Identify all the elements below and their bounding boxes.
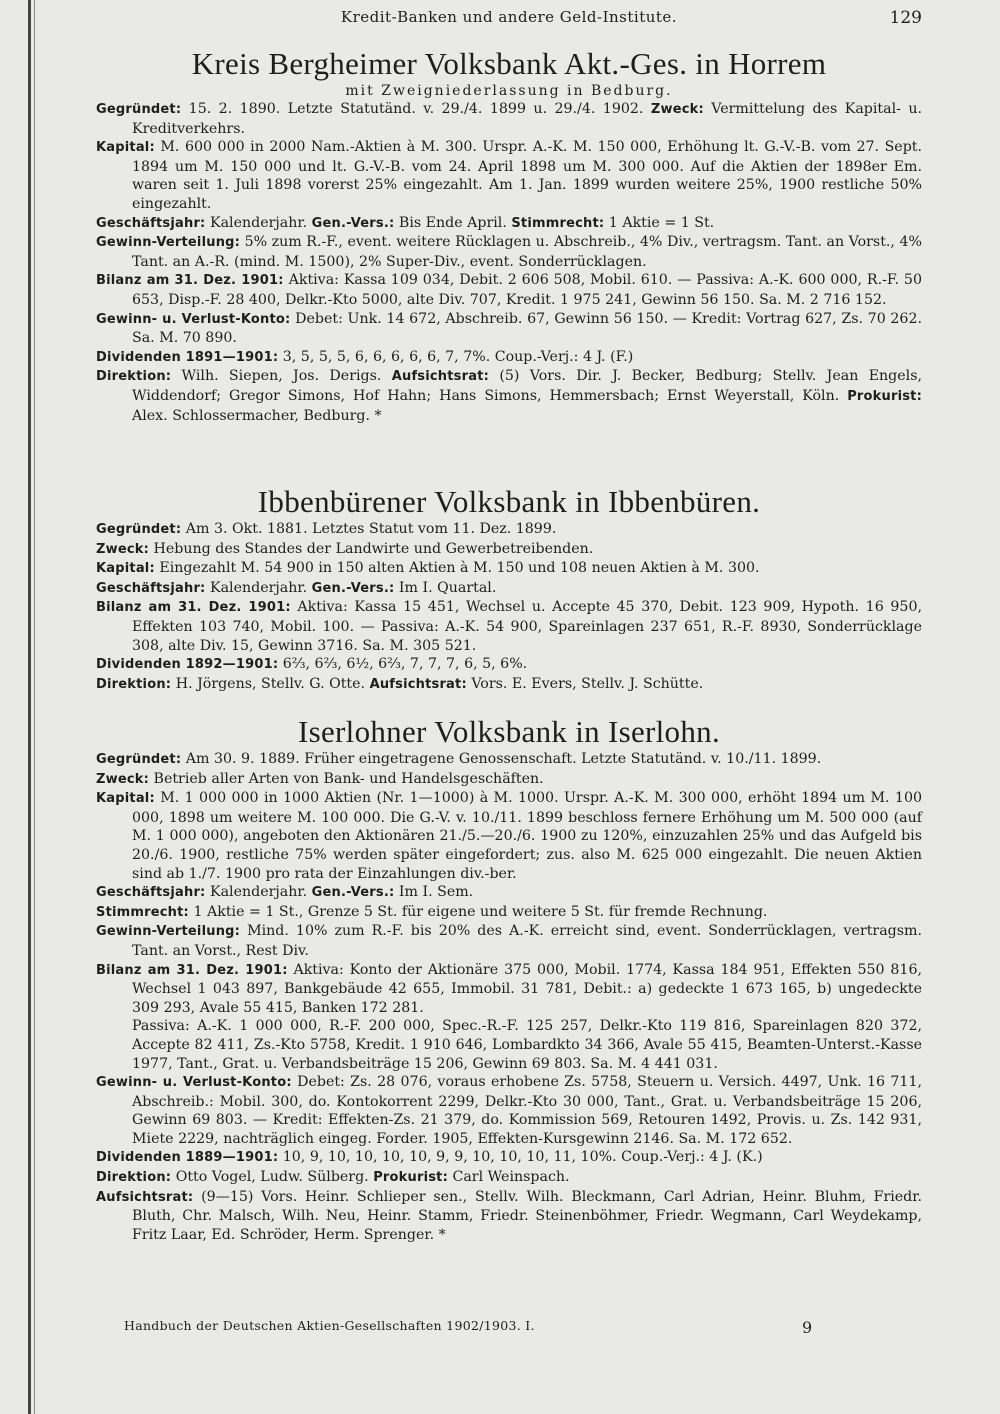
entry-label: Gewinn- u. Verlust-Konto: — [96, 1075, 292, 1091]
entry-text: Betrieb aller Arten von Bank- und Handelsgeschäften. — [149, 770, 544, 787]
binding-edge-line — [34, 0, 35, 1414]
entry-list — [96, 100, 922, 425]
entry-label: Bilanz am 31. Dez. 1901: — [96, 273, 284, 289]
entry-line — [96, 750, 922, 770]
entry-label: Prokurist: — [847, 388, 922, 404]
entry-label: Gegründet: — [96, 102, 182, 117]
entry-label: Gen.-Vers.: — [311, 215, 395, 231]
entry-label: Dividenden 1891—1901: — [96, 349, 279, 365]
entry-line — [96, 559, 922, 579]
entry-text: Aktiva: Konto der Aktionäre 375 000, Mobil. 1774, Kassa 184 951, Effekten 550 816, Wechsel 1 043 897, Bankgebäude 42 655, Immobil. 31 781, Debit.: a) gedeckte 1 673 165, b) ungedeckte 309 293, Avale 55 415, Banken 172 281. — [132, 961, 922, 1016]
entry-line — [96, 675, 922, 695]
entry-line — [96, 214, 922, 234]
entry-label: Bilanz am 31. Dez. 1901: — [96, 600, 291, 616]
entry-label: Geschäftsjahr: — [96, 885, 206, 901]
entry-line — [96, 883, 922, 903]
entry-text: M. 600 000 in 2000 Nam.-Aktien à M. 300. Urspr. A.-K. M. 150 000, Erhöhung lt. G.-V.-B. vom 27. Sept. 1894 um M. 150 000 und lt. G.-V.-B. vom 24. April 1898 um M. 300 000. Auf die Aktien der 1898er Em. waren seit 1. Juli 1898 vorerst 25% eingezahlt. Am 1. Jan. 1899 wurden weitere 25%, 1900 restliche 50% eingezahlt. — [132, 139, 922, 212]
entry-text: Aktiva: Kassa 15 451, Wechsel u. Accepte 45 370, Debit. 123 909, Hypoth. 16 950, Effekten 103 740, Mobil. 100. — Passiva: A.-K. 54 900, Spareinlagen 237 651, R.-F. 8930, Sonderrücklage 308, alte Div. 15, Gewinn 3716. Sa. M. 305 521. — [132, 599, 922, 654]
running-header — [96, 8, 922, 30]
entry-line — [96, 655, 922, 675]
entry-text: Vermittelung des Kapital- u. Kreditverkehrs. — [132, 101, 922, 137]
entry-label: Zweck: — [96, 541, 150, 557]
entry-text: H. Jörgens, Stellv. G. Otte. — [171, 675, 370, 692]
entry-text: Debet: Zs. 28 076, voraus erhobene Zs. 5758, Steuern u. Versich. 4497, Unk. 16 711, Abschreib.: Mobil. 300, do. Kontokorrent 2299, Delkr.-Kto 30 000, Tant., Grat. u. Verbandsbeiträge 15 206, Gewinn 69 803. — Kredit: Effekten-Zs. 21 379, do. Kommission 569, Retouren 1492, Provis. u. Zs. 142 931, Miete 2229, nachträglich eingeg. Forder. 1905, Effekten-Kursgewinn 2146. Sa. M. 172 652. — [132, 1074, 922, 1147]
entry-label: Gewinn- u. Verlust-Konto: — [96, 311, 291, 327]
entry-text: Wilh. Siepen, Jos. Derigs. — [171, 368, 392, 385]
entry-line — [96, 1168, 922, 1188]
entry-label: Kapital: — [96, 791, 155, 807]
entry-label: Kapital: — [96, 561, 155, 577]
page-number: 129 — [889, 8, 922, 28]
entry-text: 3, 5, 5, 5, 6, 6, 6, 6, 6, 7, 7%. Coup.-Verj.: 4 J. (F.) — [278, 348, 634, 365]
page-footer — [96, 1318, 922, 1340]
section-subtitle: mit Zweigniederlassung in Bedburg. — [345, 83, 673, 99]
section-title: Iserlohner Volksbank in Iserlohn. — [297, 714, 721, 749]
entry-text: Hebung des Standes der Landwirte und Gewerbetreibenden. — [149, 540, 594, 557]
entry-text: (9—15) Vors. Heinr. Schlieper sen., Stellv. Wilh. Bleckmann, Carl Adrian, Heinr. Bluhm, Friedr. Bluth, Chr. Malsch, Wilh. Neu, Heinr. Stamm, Friedr. Steinenböhmer, Friedr. Wegmann, Carl Weydekamp, Fritz Laar, Ed. Schröder, Herm. Sprenger. * — [132, 1188, 922, 1243]
entry-text: Passiva: A.-K. 1 000 000, R.-F. 200 000, Spec.-R.-F. 125 257, Delkr.-Kto 119 816, Spareinlagen 820 372, Accepte 82 411, Zs.-Kto 5758, Kredit. 1 910 646, Lombardkto 34 366, Avale 55 415, Beamten-Unterst.-Kasse 1977, Tant., Grat. u. Verbandsbeiträge 15 206, Gewinn 69 803. Sa. M. 4 441 031. — [132, 1018, 922, 1072]
entry-label: Direktion: — [96, 676, 172, 692]
entry-text: Kalenderjahr. — [205, 884, 312, 901]
section-iserlohner — [96, 714, 922, 1244]
entry-text: 15. 2. 1890. Letzte Statutänd. v. 29./4. 1899 u. 29./4. 1902. — [181, 101, 651, 117]
entry-label: Gewinn-Verteilung: — [96, 924, 241, 940]
section-kreis-bergheimer — [96, 46, 922, 425]
entry-text: Am 3. Okt. 1881. Letztes Statut vom 11. Dez. 1899. — [181, 521, 557, 537]
entry-text: Alex. Schlossermacher, Bedburg. * — [132, 407, 382, 424]
entry-text: Carl Weinspach. — [447, 1169, 570, 1186]
entry-line — [96, 271, 922, 309]
section-title: Ibbenbürener Volksbank in Ibbenbüren. — [257, 484, 761, 519]
entry-label: Gen.-Vers.: — [311, 885, 395, 901]
section-title: Kreis Bergheimer Volksbank Akt.-Ges. in Horrem — [191, 46, 827, 81]
entry-label: Direktion: — [96, 1170, 172, 1186]
entry-text: Aktiva: Kassa 109 034, Debit. 2 606 508, Mobil. 610. — Passiva: A.-K. 600 000, R.-F. 50 653, Disp.-F. 28 400, Delkr.-Kto 5000, alte Div. 707, Kredit. 1 975 241, Gewinn 56 150. Sa. M. 2 716 152. — [132, 272, 922, 308]
entry-text: Vors. E. Evers, Stellv. J. Schütte. — [466, 675, 704, 692]
entry-line — [96, 520, 922, 540]
entry-label: Zweck: — [96, 771, 150, 787]
entry-label: Aufsichtsrat: — [96, 1189, 194, 1205]
entry-text: 5% zum R.-F., event. weitere Rücklagen u. Abschreib., 4% Div., vertragsm. Tant. an Vorst., 4% Tant. an A.-R. (mind. M. 1500), 2% Super-Div., event. Sonderrücklagen. — [132, 234, 922, 270]
entry-line — [96, 903, 922, 923]
entry-text: (5) Vors. Dir. J. Becker, Bedburg; Stellv. Jean Engels, Widdendorf; Gregor Simons, Hof Hahn; Hans Simons, Hemmersbach; Ernst Weyerstall, Köln. — [132, 368, 922, 404]
running-title: Kredit-Banken und andere Geld-Institute. — [340, 8, 678, 26]
entry-text: 1 Aktie = 1 St., Grenze 5 St. für eigene und weitere 5 St. für fremde Rechnung. — [188, 903, 768, 920]
entry-line — [96, 100, 922, 138]
entry-label: Prokurist: — [373, 1170, 448, 1186]
entry-line — [96, 1188, 922, 1245]
entry-text: Mind. 10% zum R.-F. bis 20% des A.-K. erreicht sind, event. Sonderrücklagen, vertragsm. Tant. an Vorst., Rest Div. — [132, 923, 922, 959]
footer-text: Handbuch der Deutschen Aktien-Gesellschaften 1902/1903. I. — [124, 1318, 535, 1333]
entry-text: Am 30. 9. 1889. Früher eingetragene Genossenschaft. Letzte Statutänd. v. 10./11. 1899. — [181, 751, 822, 767]
entry-text: Im I. Sem. — [394, 884, 474, 901]
entry-line — [96, 310, 922, 348]
entry-line — [96, 922, 922, 960]
entry-line — [96, 789, 922, 883]
entry-label: Aufsichtsrat: — [391, 369, 490, 385]
entry-label: Zweck: — [650, 102, 704, 117]
entry-line — [96, 1073, 922, 1148]
entry-line — [96, 598, 922, 655]
entry-text: Bis Ende April. — [394, 214, 512, 231]
entry-line — [96, 367, 922, 425]
entry-text: Eingezahlt M. 54 900 in 150 alten Aktien à M. 150 und 108 neuen Aktien à M. 300. — [154, 560, 760, 577]
entry-list — [96, 750, 922, 1244]
entry-line — [96, 348, 922, 368]
entry-text: Im I. Quartal. — [394, 579, 497, 596]
binding-edge — [28, 0, 31, 1414]
entry-label: Kapital: — [96, 140, 155, 156]
entry-label: Gen.-Vers.: — [311, 580, 395, 596]
entry-text: Kalenderjahr. — [205, 579, 312, 596]
entry-label: Dividenden 1889—1901: — [96, 1150, 279, 1166]
entry-label: Gewinn-Verteilung: — [96, 235, 241, 251]
entry-line — [96, 233, 922, 271]
entry-line — [96, 138, 922, 213]
entry-label: Gegründet: — [96, 522, 182, 537]
entry-text: Kalenderjahr. — [205, 214, 312, 231]
entry-line — [96, 1017, 922, 1073]
entry-label: Aufsichtsrat: — [369, 676, 467, 692]
entry-line — [96, 579, 922, 599]
section-ibbenbuerener — [96, 484, 922, 694]
entry-label: Geschäftsjahr: — [96, 580, 206, 596]
entry-text: 1 Aktie = 1 St. — [604, 214, 715, 231]
signature-mark: 9 — [802, 1318, 813, 1337]
entry-line — [96, 1148, 922, 1168]
entry-label: Geschäftsjahr: — [96, 215, 206, 231]
entry-label: Stimmrecht: — [96, 904, 189, 920]
entry-label: Stimmrecht: — [511, 215, 605, 231]
entry-list — [96, 520, 922, 694]
entry-text: 10, 9, 10, 10, 10, 10, 9, 9, 10, 10, 10, 11, 10%. Coup.-Verj.: 4 J. (K.) — [278, 1149, 763, 1166]
entry-line — [96, 961, 922, 1018]
entry-text: Otto Vogel, Ludw. Sülberg. — [171, 1169, 374, 1186]
entry-label: Gegründet: — [96, 752, 182, 767]
entry-line — [96, 540, 922, 560]
entry-text: 6⅔, 6⅔, 6½, 6⅔, 7, 7, 7, 6, 5, 6%. — [278, 656, 528, 673]
entry-text: Debet: Unk. 14 672, Abschreib. 67, Gewinn 56 150. — Kredit: Vortrag 627, Zs. 70 262. Sa. M. 70 890. — [132, 310, 922, 347]
entry-text: M. 1 000 000 in 1000 Aktien (Nr. 1—1000) à M. 1000. Urspr. A.-K. M. 300 000, erhöht 1894 um M. 100 000, 1898 um weitere M. 100 000. Die G.-V. v. 10./11. 1899 beschloss fernere Erhöhung um M. 500 000 (auf M. 1 000 000), angeboten den Aktionären 21./5.—20./6. 1900 zu 120%, einzuzahlen 25% und das Aufgeld bis 20./6. 1900, restliche 75% werden später eingefordert; zus. also M. 625 000 eingezahlt. Die neuen Aktien sind ab 1./7. 1900 pro rata der Einzahlungen div.-ber. — [132, 790, 922, 882]
entry-line — [96, 770, 922, 790]
entry-label: Bilanz am 31. Dez. 1901: — [96, 962, 288, 978]
entry-label: Dividenden 1892—1901: — [96, 657, 279, 673]
entry-label: Direktion: — [96, 369, 172, 385]
